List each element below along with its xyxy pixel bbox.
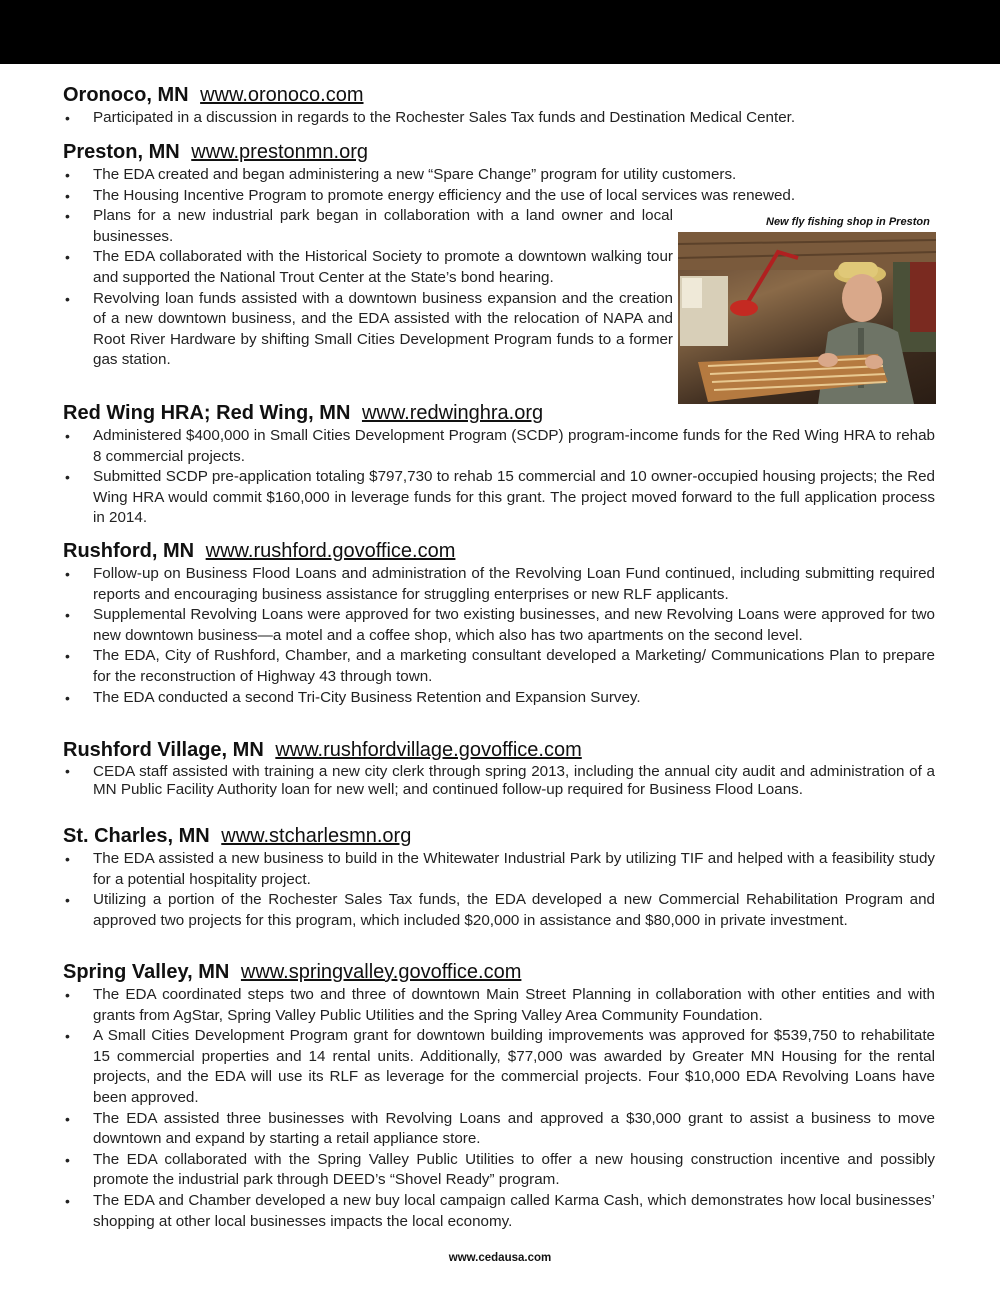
bullet-item: • Submitted SCDP pre-application totaling $797,730 to rehab 15 commercial and 10 owner-occupied housing projects; the Red Wing HRA would commit $160,000 in leverage funds for this grant. The project moved forward to the full application process in 2014. [63,467,935,529]
bullet-item: • The EDA, City of Rushford, Chamber, and a marketing consultant developed a Marketing/ Communications Plan to prepare for the reconstruction of Highway 43 through town. [63,646,935,687]
section-heading [63,737,935,763]
section-place: Oronoco, MN [63,84,189,106]
bullet-item: • Follow-up on Business Flood Loans and administration of the Revolving Loan Fund continued, including submitting required reports and encouraging business assistance for struggling enterprises or new RLF applicants. [63,564,935,605]
bullet-item: • The EDA collaborated with the Historical Society to promote a downtown walking tour and supported the National Trout Center at the State’s bond hearing. [63,247,673,288]
footer-url: www.cedausa.com [448,1252,552,1264]
section-heading [63,959,935,985]
bullet-item: • Administered $400,000 in Small Cities Development Program (SCDP) program-income funds for the Red Wing HRA to rehab 8 commercial projects. [63,426,935,467]
section-heading [63,823,935,849]
section-url-link[interactable]: www.stcharlesmn.org [221,825,412,847]
section-place: St. Charles, MN [63,825,210,847]
bullet-list [63,763,935,798]
bullet-item: • Utilizing a portion of the Rochester Sales Tax funds, the EDA developed a new Commercial Rehabilitation Program and approved two projects for this program, which included $20,000 in assistance and $80,000 in private investment. [63,890,935,931]
header-bar [0,0,1000,64]
bullet-item: • The EDA collaborated with the Spring Valley Public Utilities to offer a new housing construction incentive and possibly promote the industrial park through DEED’s “Shovel Ready” program. [63,1150,935,1191]
section-place: Rushford Village, MN [63,739,264,761]
section-place: Preston, MN [63,141,180,163]
bullet-item: • The EDA conducted a second Tri-City Business Retention and Expansion Survey. [63,688,935,709]
section-url-link[interactable]: www.oronoco.com [200,84,364,106]
bullet-item: • Participated in a discussion in regards to the Rochester Sales Tax funds and Destination Medical Center. [63,108,795,129]
section-rushford-village [63,737,935,798]
photo-illustration [678,232,936,404]
section-url-link[interactable]: www.rushford.govoffice.com [205,540,456,562]
bullet-list [63,985,935,1232]
section-heading [63,139,795,165]
fly-fishing-shop-photo [678,232,936,404]
bullet-item: • CEDA staff assisted with training a new city clerk through spring 2013, including the annual city audit and administration of a MN Public Facility Authority loan for new well; and continued follow-up required for Business Flood Loans. [63,763,935,798]
section-heading [63,82,795,108]
section-st-charles [63,823,935,931]
bullet-item: • The EDA assisted three businesses with Revolving Loans and approved a $30,000 grant to assist a business to move downtown and expand by starting a retail appliance store. [63,1109,935,1150]
section-url-link[interactable]: www.springvalley.govoffice.com [240,961,522,983]
bullet-item: • Plans for a new industrial park began in collaboration with a land owner and local businesses. [63,206,673,247]
section-rushford [63,538,935,708]
section-place: Rushford, MN [63,540,195,562]
bullet-list [63,564,935,708]
section-url-link[interactable]: www.rushfordvillage.govoffice.com [275,739,582,761]
bullet-list [63,849,935,931]
section-heading [63,538,935,564]
bullet-item: • The EDA assisted a new business to build in the Whitewater Industrial Park by utilizing TIF and helped with a feasibility study for a potential hospitality project. [63,849,935,890]
bullet-list [63,426,935,529]
section-url-link[interactable]: www.prestonmn.org [191,141,368,163]
bullet-item: • A Small Cities Development Program grant for downtown building improvements was approved for $539,750 to rehabilitate 15 commercial properties and 14 rental units. Additionally, $77,000 was awarded by Greater MN Housing for the rental projects, and the EDA will use its RLF as leverage for the commercial projects. Four $10,000 EDA Revolving Loans have been approved. [63,1026,935,1108]
section-url-link[interactable]: www.redwinghra.org [361,402,544,424]
bullet-item: • The EDA coordinated steps two and three of downtown Main Street Planning in collaboration with other entities and with grants from AgStar, Spring Valley Public Utilities and the Spring Valley Area Community Foundation. [63,985,935,1026]
bullet-list [63,165,795,206]
bullet-list [63,108,795,129]
bullet-item: • Supplemental Revolving Loans were approved for two existing businesses, and new Revolving Loans were approved for two new downtown business—a motel and a coffee shop, which also has two apartments on the second level. [63,605,935,646]
bullet-item: • The EDA and Chamber developed a new buy local campaign called Karma Cash, which demonstrates how local businesses’ shopping at other local businesses impacts the local economy. [63,1191,935,1232]
section-place: Red Wing HRA; Red Wing, MN [63,402,351,424]
bullet-item: • Revolving loan funds assisted with a downtown business expansion and the creation of a new downtown business, and the EDA assisted with the relocation of NAPA and Root River Hardware by shifting Small Cities Development Program funds to a former gas station. [63,289,673,371]
section-oronoco [63,82,795,129]
section-spring-valley [63,959,935,1232]
bullet-item: • The Housing Incentive Program to promote energy efficiency and the use of local services was renewed. [63,186,795,207]
photo-caption: New fly fishing shop in Preston [766,216,930,228]
bullet-item: • The EDA created and began administering a new “Spare Change” program for utility customers. [63,165,795,186]
section-red-wing [63,400,935,529]
section-place: Spring Valley, MN [63,961,230,983]
